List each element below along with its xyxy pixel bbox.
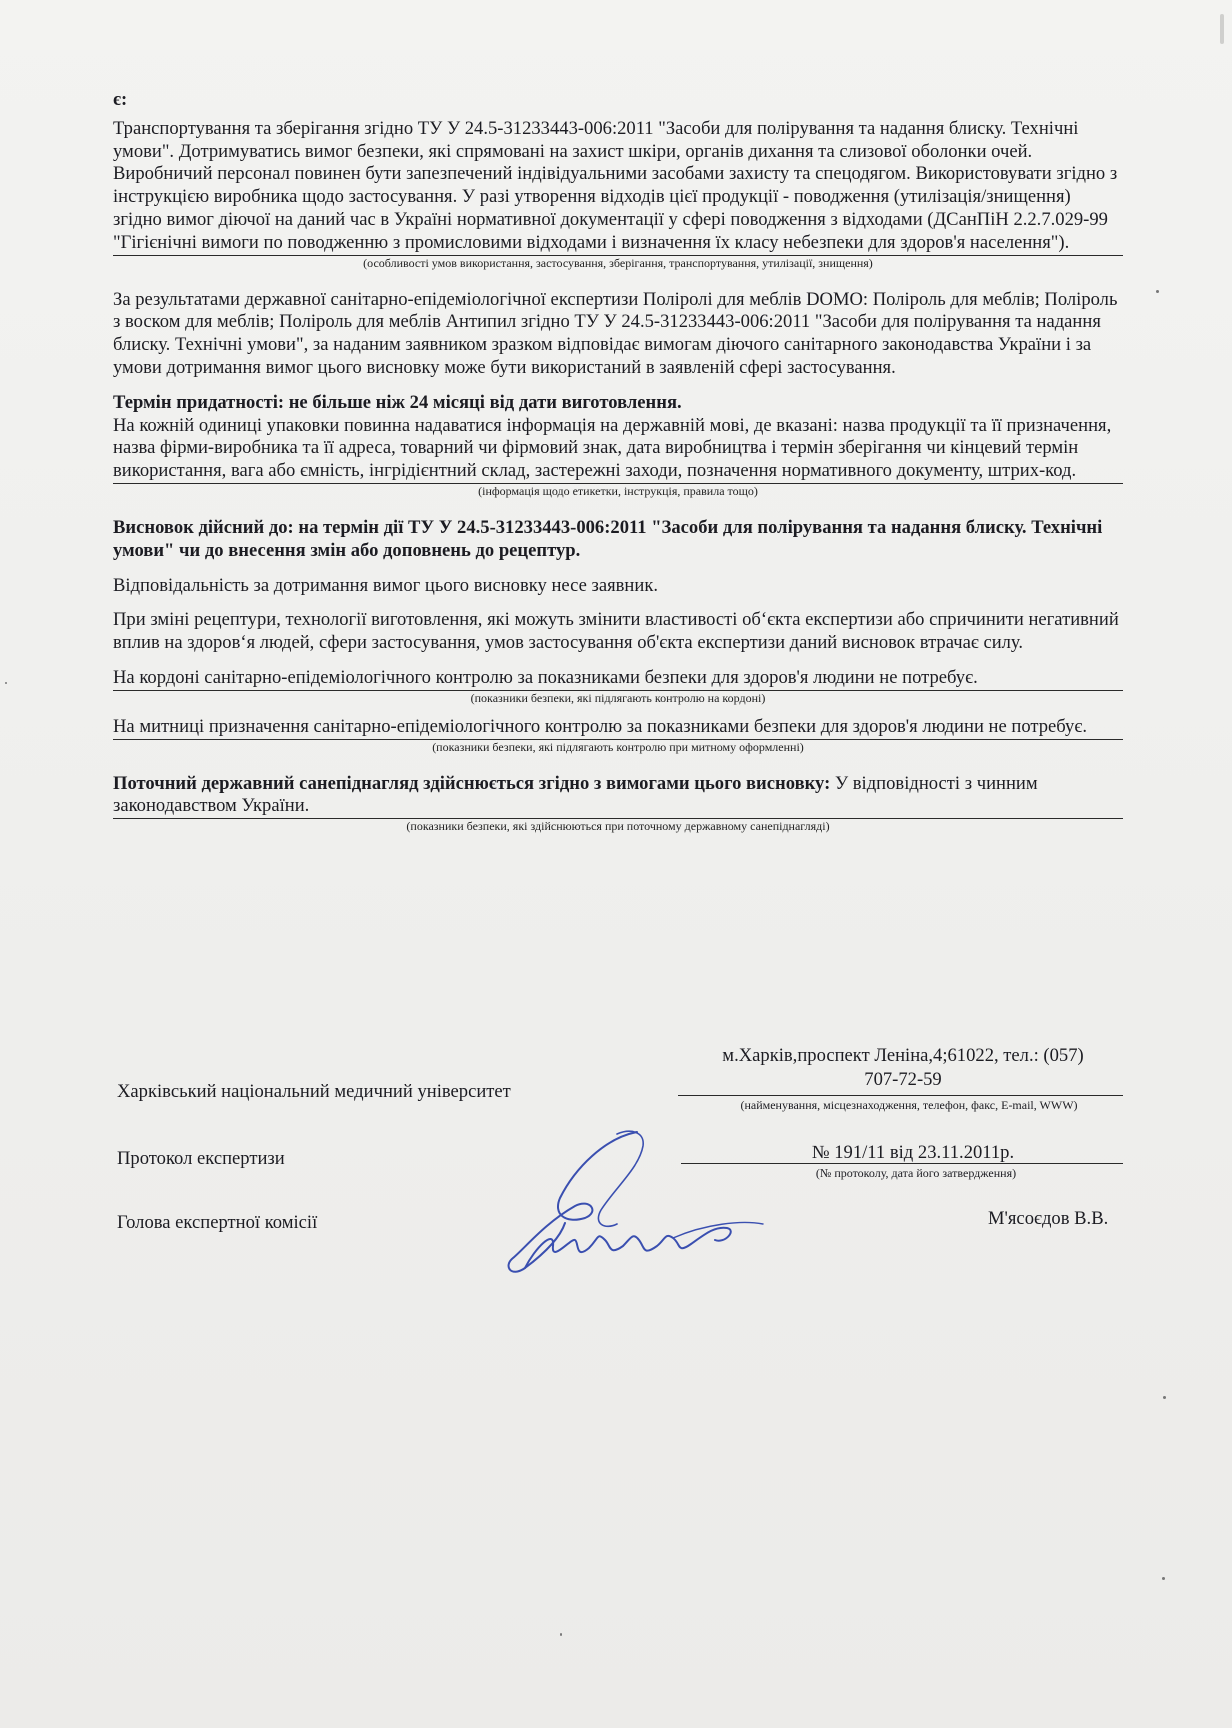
customs-control-caption: (показники безпеки, які підлягають контролю при митному оформленні): [432, 739, 804, 754]
shelf-life-text: Термін придатності: не більше ніж 24 місяці від дати виготовлення.: [113, 391, 682, 413]
supervision-label: Поточний державний санепіднагляд здійснюється згідно з вимогами цього висновку:: [113, 772, 831, 794]
border-control-caption: (показники безпеки, які підлягають контролю на кордоні): [470, 690, 766, 705]
organization-address-line2: 707-72-59: [864, 1069, 942, 1090]
organization-block: [113, 1045, 1123, 1112]
organization-name: Харківський національний медичний університет: [117, 1081, 511, 1102]
scan-speck: [1156, 290, 1159, 293]
validity-text: Висновок дійсний до: на термін дії ТУ У 24.5-31233443-006:2011 "Засоби для полірування та надання блиску. Технічні умови" чи до внесення змін або доповнень до рецептур.: [113, 516, 1103, 561]
scan-speck: [1162, 1577, 1165, 1580]
supervision-caption: (показники безпеки, які здійснюються при поточному державному санепіднагляді): [406, 819, 830, 834]
usage-conditions-text: Транспортування та зберігання згідно ТУ У 24.5-31233443-006:2011 "Засоби для полірування та надання блиску. Технічні умови". Дотримуватись вимог безпеки, які спрямовані на захист шкіри, органів дихання та слизової оболонки очей. Виробничий персонал повинен бути запезпечений індівідуальними засобами захисту та спецодягом. Використовувати згідно з інструкцією виробника щодо застосування. У разі утворення відходів цієї продукції - поводження (утилізація/знищення) згідно вимог діючої на даний час в Україні нормативної документації у сфері поводження з відходами (ДСанПіН 2.2.7.029-99 "Гігієнічні вимоги по поводженню з промисловими відходами і визначення їх класу небезпеки для здоров'я населення").: [113, 118, 1123, 256]
document-body: [113, 89, 1123, 834]
border-control-text: На кордоні санітарно-епідеміологічного контролю за показниками безпеки для здоров'я людини не потребує.: [113, 667, 1123, 691]
scan-edge-mark: [1220, 14, 1224, 44]
lead-char: є:: [113, 89, 128, 110]
responsibility-text: Відповідальність за дотримання вимог цього висновку несе заявник.: [113, 574, 659, 596]
commission-head-name: М'ясоєдов В.В.: [988, 1208, 1109, 1229]
protocol-number: № 191/11 від 23.11.2011р.: [811, 1142, 1015, 1163]
protocol-caption: (№ протоколу, дата його затвердження): [815, 1166, 1017, 1180]
scan-speck: [1163, 1396, 1166, 1399]
protocol-label: Протокол експертизи: [117, 1148, 285, 1169]
usage-conditions-caption: (особливості умов використання, застосування, зберігання, транспортування, утилізації, знищення): [363, 255, 873, 270]
organization-caption: (найменування, місцезнаходження, телефон, факс, E-mail, WWW): [740, 1098, 1078, 1112]
commission-head-label: Голова експертної комісії: [117, 1212, 318, 1233]
supervision-value: У відповідності з чинним законодавством України.: [113, 772, 1038, 817]
labeling-caption: (інформація щодо етикетки, інструкція, правила тощо): [478, 483, 758, 498]
scan-speck: [560, 1633, 562, 1636]
organization-address-line1: м.Харків,проспект Леніна,4;61022, тел.: (057): [722, 1045, 1084, 1066]
signature-image: [505, 1128, 765, 1278]
recipe-change-text: При зміні рецептури, технології виготовлення, які можуть змінити властивості об‘єкта експертизи або спричинити негативний вплив на здоров‘я людей, сфери застосування, умов застосування об'єкта експертизи даний висновок втрачає силу.: [113, 609, 1119, 654]
expertise-result-text: За результатами державної санітарно-епідеміологічної експертизи Поліролі для меблів DOMO: Поліроль для меблів; Поліроль з воском для меблів; Поліроль для меблів Антипил згідно ТУ У 24.5-31233443-006:2011 "Засоби для полірування та надання блиску. Технічні умови", за наданим заявником зразком відповідає вимогам діючого санітарного законодавства України і за умови дотримання вимог цього висновку може бути використаний в заявленій сфері застосування.: [113, 288, 1118, 378]
labeling-text: На кожній одиниці упаковки повинна надаватися інформація на державній мові, де вказані: назва продукції та її призначення, назва фірми-виробника та її адреса, товарний чи фірмовий знак, дата виробництва і термін зберігання чи кінцевий термін використання, вага або ємність, інгрідієнтний склад, застережні заходи, позначення нормативного документу, штрих-код.: [113, 415, 1123, 484]
scan-speck: [5, 682, 7, 684]
organization-underline: [678, 1095, 1123, 1096]
customs-control-text: На митниці призначення санітарно-епідеміологічного контролю за показниками безпеки для здоров'я людини не потребує.: [113, 716, 1123, 740]
supervision-text: [113, 773, 1123, 820]
